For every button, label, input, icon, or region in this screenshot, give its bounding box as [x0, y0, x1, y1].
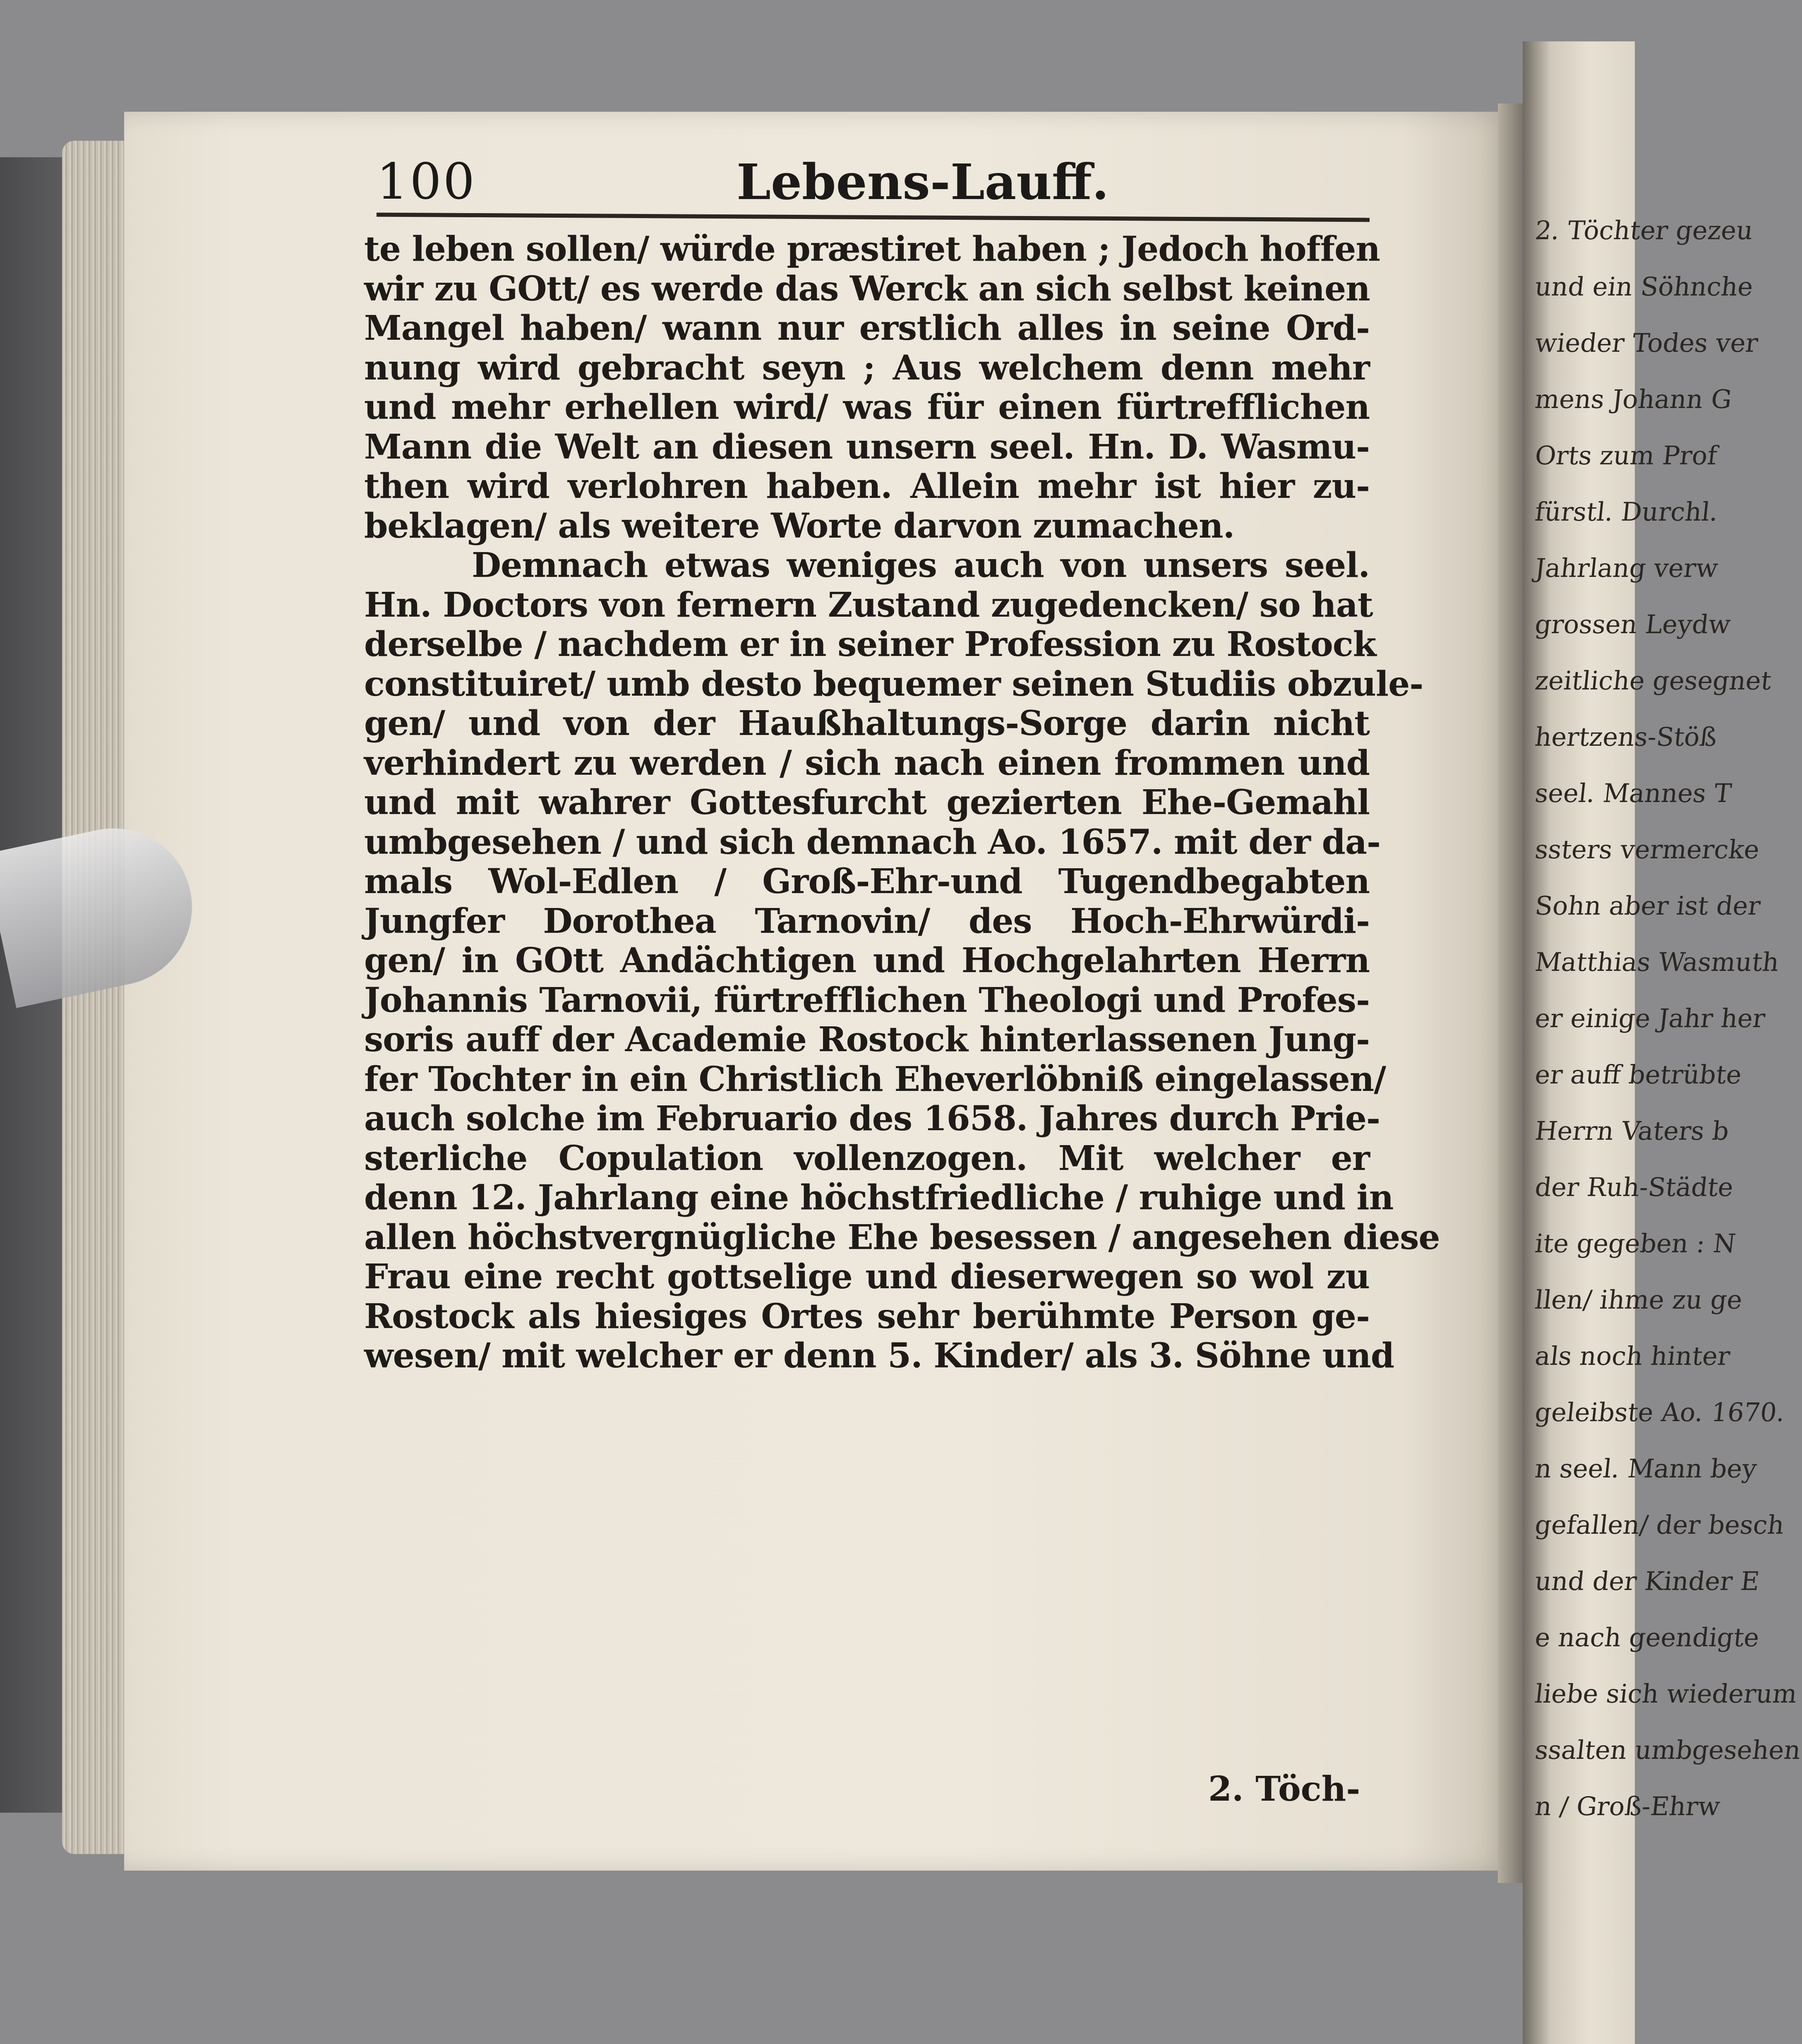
text-line: allen höchstvergnügliche Ehe besessen / angesehen diese	[364, 1217, 1440, 1257]
facing-page-line: er auff betrübte	[1533, 1059, 1743, 1090]
text-line: Demnach etwas weniges auch von unsers seel.	[472, 545, 1370, 585]
text-line: Johannis Tarnovii, fürtrefflichen Theologi und Profes-	[364, 980, 1370, 1020]
text-line: sterliche Copulation vollenzogen. Mit welcher er	[364, 1138, 1370, 1178]
text-line: verhindert zu werden / sich nach einen frommen und	[364, 743, 1370, 783]
page-number: 100	[377, 153, 477, 211]
facing-page-line: hertzens-Stöß	[1533, 722, 1719, 752]
text-line: wesen/ mit welcher er denn 5. Kinder/ als 3. Söhne und	[364, 1336, 1394, 1376]
facing-page-line: und ein Söhnche	[1533, 271, 1755, 302]
text-line: te leben sollen/ würde præstiret haben ; Jedoch hoffen	[364, 229, 1380, 269]
text-line: fer Tochter in ein Christlich Eheverlöbniß eingelassen/	[364, 1059, 1386, 1099]
text-line: Frau eine recht gottselige und dieserwegen so wol zu	[364, 1257, 1370, 1297]
text-line: wir zu GOtt/ es werde das Werck an sich selbst keinen	[364, 269, 1370, 309]
text-line: gen/ in GOtt Andächtigen und Hochgelahrten Herrn	[364, 941, 1370, 980]
text-line: und mit wahrer Gottesfurcht gezierten Ehe-Gemahl	[364, 783, 1370, 822]
text-line: denn 12. Jahrlang eine höchstfriedliche / ruhige und in	[364, 1178, 1394, 1218]
facing-page-line: llen/ ihme zu ge	[1533, 1285, 1744, 1315]
body-text	[364, 229, 1440, 1376]
facing-page-line: und der Kinder E	[1533, 1566, 1761, 1596]
facing-page-line: wieder Todes ver	[1533, 328, 1760, 358]
facing-page-line: ite gegeben : N	[1533, 1228, 1737, 1259]
facing-page-line: n seel. Mann bey	[1533, 1453, 1759, 1484]
facing-page-line: grossen Leydw	[1533, 609, 1732, 639]
facing-page-line: mens Johann G	[1533, 384, 1733, 414]
facing-page-line: der Ruh-Städte	[1533, 1172, 1735, 1202]
facing-page-line: geleibste Ao. 1670.	[1533, 1397, 1787, 1427]
text-line: auch solche im Februario des 1658. Jahres durch Prie-	[364, 1099, 1380, 1138]
text-line: Jungfer Dorothea Tarnovin/ des Hoch-Ehrwürdi-	[364, 901, 1370, 941]
facing-page-line: n / Groß-Ehrw	[1533, 1791, 1722, 1821]
facing-page-line: zeitliche gesegnet	[1533, 665, 1773, 696]
facing-page-line: als noch hinter	[1533, 1341, 1732, 1371]
facing-page-line: gefallen/ der besch	[1533, 1510, 1786, 1540]
text-line: Mangel haben/ wann nur erstlich alles in seine Ord-	[364, 308, 1370, 348]
facing-page	[1523, 41, 1802, 2044]
text-line: und mehr erhellen wird/ was für einen fürtrefflichen	[364, 387, 1370, 427]
facing-page-line: Jahrlang verw	[1533, 553, 1720, 583]
running-head: Lebens-Lauff.	[737, 153, 1109, 211]
text-line: mals Wol-Edlen / Groß-Ehr-und Tugendbegabten	[364, 862, 1370, 901]
text-line: constituiret/ umb desto bequemer seinen Studiis obzule-	[364, 664, 1423, 704]
text-line: Hn. Doctors von fernern Zustand zugedencken/ so hat	[364, 585, 1373, 625]
facing-page-line: Sohn aber ist der	[1533, 891, 1762, 921]
facing-page-line: er einige Jahr her	[1533, 1003, 1767, 1033]
text-line: Mann die Welt an diesen unsern seel. Hn. D. Wasmu-	[364, 427, 1370, 467]
text-line: then wird verlohren haben. Allein mehr ist hier zu-	[364, 466, 1370, 506]
facing-page-line: Matthias Wasmuth	[1533, 947, 1781, 977]
catchword: 2. Töch-	[1208, 1769, 1360, 1809]
facing-page-line: e nach geendigte	[1533, 1622, 1761, 1652]
facing-page-line: ssters vermercke	[1533, 834, 1761, 865]
facing-page-line: ssalten umbgesehen	[1533, 1735, 1802, 1765]
text-line: gen/ und von der Haußhaltungs-Sorge darin nicht	[364, 704, 1370, 743]
facing-page-line: Orts zum Prof	[1533, 440, 1719, 471]
facing-page-line: 2. Töchter gezeu	[1533, 215, 1755, 245]
facing-page-line: liebe sich wiederum	[1533, 1679, 1799, 1709]
page-header	[377, 153, 1423, 219]
facing-page-line: fürstl. Durchl.	[1533, 497, 1720, 527]
text-line: soris auff der Academie Rostock hinterlassenen Jung-	[364, 1020, 1370, 1059]
text-line: derselbe / nachdem er in seiner Profession zu Rostock	[364, 624, 1376, 664]
text-line: Rostock als hiesiges Ortes sehr berühmte Person ge-	[364, 1296, 1370, 1336]
text-line: umbgesehen / und sich demnach Ao. 1657. mit der da-	[364, 822, 1381, 862]
facing-page-line: seel. Mannes T	[1533, 778, 1733, 808]
text-line: nung wird gebracht seyn ; Aus welchem denn mehr	[364, 348, 1370, 388]
facing-page-line: Herrn Vaters b	[1533, 1116, 1731, 1146]
text-line: beklagen/ als weitere Worte darvon zumachen.	[364, 506, 1235, 546]
